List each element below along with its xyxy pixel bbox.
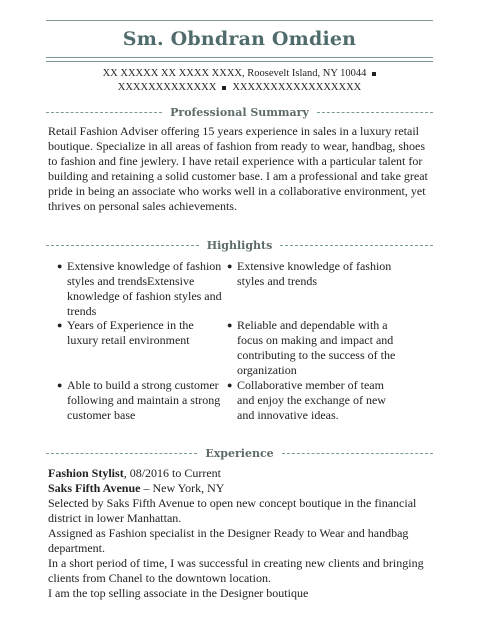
job-dates: , 08/2016 to Current bbox=[123, 466, 222, 480]
job-description-line: Selected by Saks Fifth Avenue to open new concept boutique in the financial district in lower Manhattan. bbox=[48, 496, 417, 525]
section-title: Professional Summary bbox=[170, 105, 309, 119]
job-location: – New York, NY bbox=[140, 481, 225, 495]
contact-line-1 bbox=[0, 68, 479, 79]
section-title: Highlights bbox=[206, 238, 273, 252]
job-description-line: Assigned as Fashion specialist in the Designer Ready to Wear and handbag department. bbox=[48, 526, 409, 555]
section-rule-right bbox=[280, 245, 433, 246]
company-line bbox=[48, 481, 224, 496]
job-title: Fashion Stylist bbox=[48, 466, 124, 480]
summary-paragraph: Retail Fashion Adviser offering 15 years experience in sales in a luxury retail boutique. Specialize in all areas of fashion from ready to wear, handbag, shoes to fashion and fine jewlery. I have retail experience with a particular talent for building and retaining a solid customer base. I am a professional and take great pride in being an associate who works well in a collaborative environment, yet thrives on personal sales achievements. bbox=[48, 124, 428, 213]
highlight-text: Extensive knowledge of fashion styles and trends bbox=[237, 259, 392, 288]
section-rule-right bbox=[317, 112, 433, 113]
bullet-icon: ● bbox=[227, 320, 233, 330]
top-divider bbox=[46, 20, 433, 21]
email-text: XXXXXXXXXXXXXXXXX bbox=[232, 82, 362, 93]
bullet-icon: ● bbox=[227, 380, 233, 390]
phone-text: XXXXXXXXXXXXX bbox=[117, 82, 217, 93]
section-rule-left bbox=[46, 112, 162, 113]
bullet-square-icon bbox=[222, 86, 226, 90]
contact-line-2 bbox=[0, 82, 479, 93]
highlight-text: Collaborative member of team and enjoy the exchange of new and innovative ideas. bbox=[237, 378, 386, 422]
company-name: Saks Fifth Avenue bbox=[48, 481, 141, 495]
section-title: Experience bbox=[205, 446, 274, 460]
highlight-text: Reliable and dependable with a focus on making and impact and contributing to the success of the organization bbox=[237, 318, 396, 377]
job-description-line: I am the top selling associate in the Designer boutique bbox=[48, 586, 309, 600]
bullet-icon: ● bbox=[227, 261, 233, 271]
bullet-icon: ● bbox=[57, 320, 63, 330]
section-rule-left bbox=[46, 245, 199, 246]
job-title-line bbox=[48, 466, 221, 481]
section-header-experience bbox=[46, 446, 433, 460]
job-description bbox=[48, 496, 433, 601]
section-header-summary bbox=[46, 105, 433, 119]
highlight-text: Extensive knowledge of fashion styles and trendsExtensive knowledge of fashion styles and trends bbox=[67, 259, 222, 318]
highlight-text: Years of Experience in the luxury retail environment bbox=[67, 318, 194, 347]
bullet-icon: ● bbox=[57, 380, 63, 390]
section-rule-left bbox=[46, 453, 197, 454]
address-text: XX XXXXX XX XXXX XXXX, Roosevelt Island, NY 10044 bbox=[102, 68, 367, 79]
bullet-icon: ● bbox=[57, 261, 63, 271]
name-divider bbox=[46, 57, 433, 62]
job-description-line: In a short period of time, I was successful in creating new clients and bringing clients from Chanel to the downtown location. bbox=[48, 556, 424, 585]
candidate-name: Sm. Obndran Omdien bbox=[122, 28, 357, 50]
section-header-highlights bbox=[46, 238, 433, 252]
highlight-text: Able to build a strong customer following and maintain a strong customer base bbox=[67, 378, 221, 422]
bullet-square-icon bbox=[372, 72, 376, 76]
section-rule-right bbox=[282, 453, 433, 454]
